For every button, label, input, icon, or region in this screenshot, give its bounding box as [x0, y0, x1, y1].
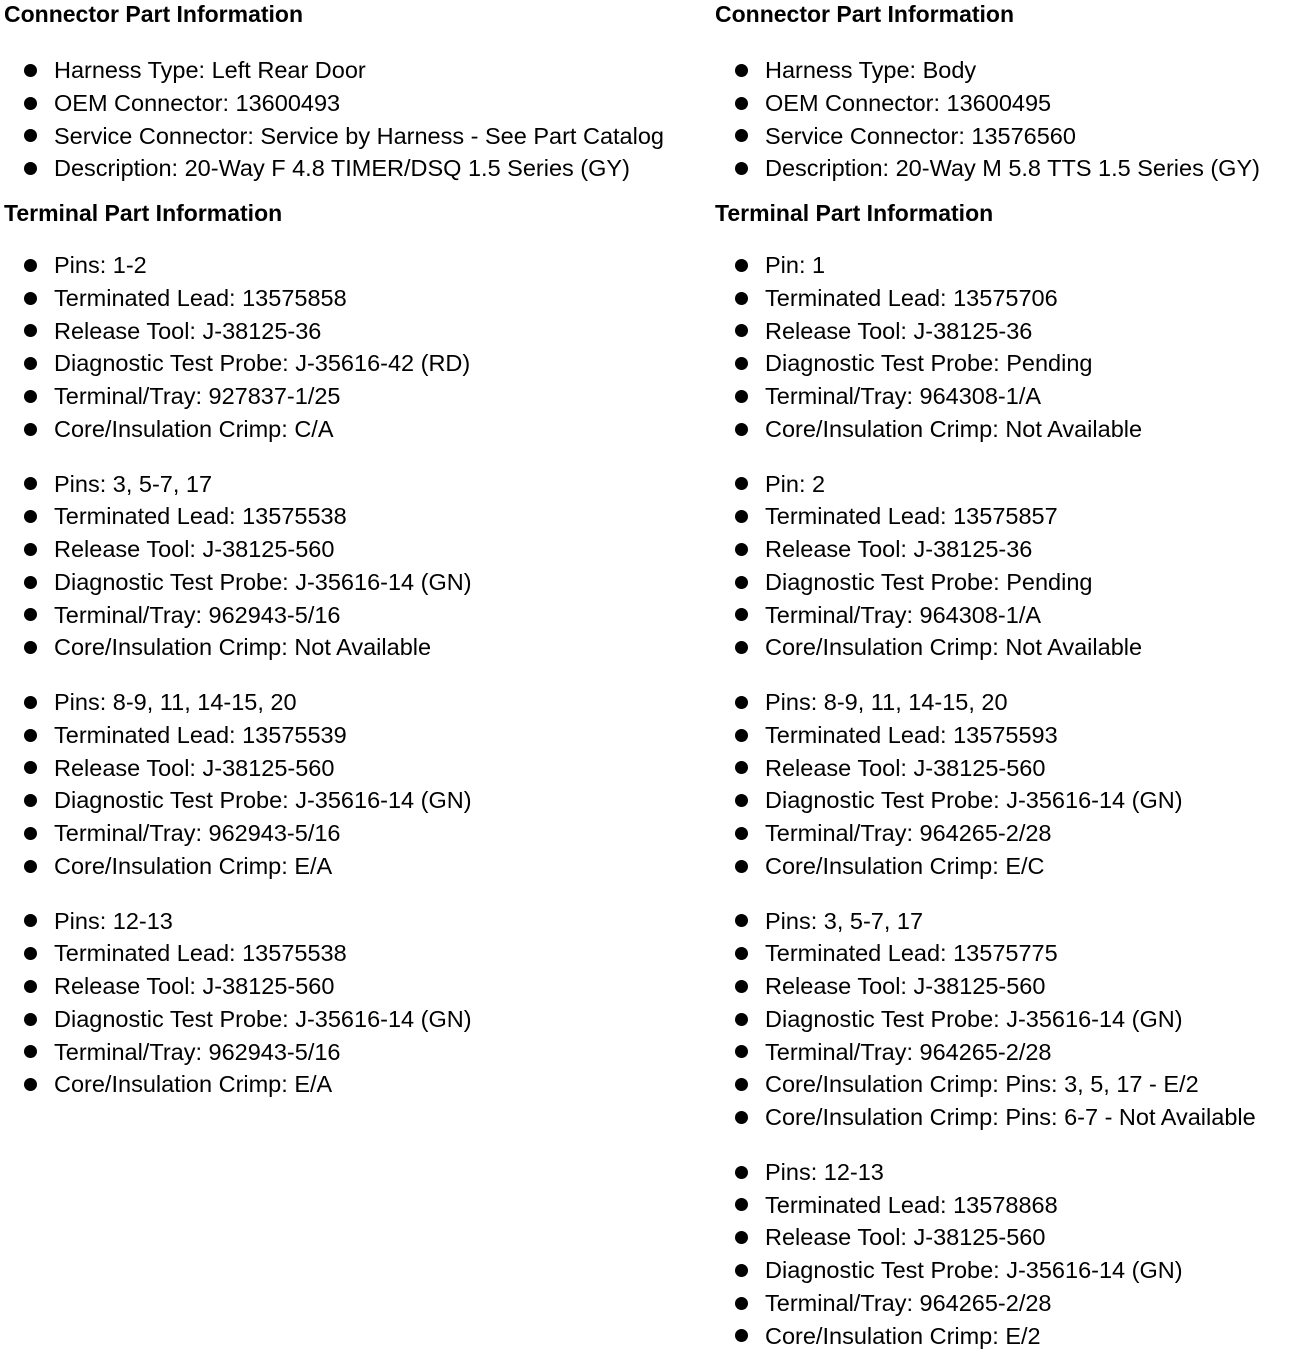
connector-part-list: [4, 54, 709, 185]
list-item: Core/Insulation Crimp: E/A: [4, 1068, 709, 1101]
list-item: Pins: 3, 5-7, 17: [4, 468, 709, 501]
terminal-group: [715, 905, 1310, 1134]
terminal-group: [4, 249, 709, 446]
bullet-icon: [24, 477, 37, 490]
bullet-icon: [735, 97, 748, 110]
bullet-icon: [735, 292, 748, 305]
bullet-icon: [24, 162, 37, 175]
list-item: Terminated Lead: 13575538: [4, 937, 709, 970]
bullet-icon: [24, 357, 37, 370]
list-item: Core/Insulation Crimp: Not Available: [4, 631, 709, 664]
list-item: Pin: 1: [715, 249, 1310, 282]
list-item: Release Tool: J-38125-36: [715, 315, 1310, 348]
list-item: Core/Insulation Crimp: E/2: [715, 1320, 1310, 1353]
list-item: Service Connector: Service by Harness - See Part Catalog: [4, 120, 709, 153]
bullet-icon: [735, 510, 748, 523]
bullet-icon: [24, 696, 37, 709]
bullet-icon: [24, 423, 37, 436]
list-item: Description: 20-Way M 5.8 TTS 1.5 Series (GY): [715, 152, 1310, 185]
bullet-icon: [735, 980, 748, 993]
list-item: Terminated Lead: 13575775: [715, 937, 1310, 970]
list-item: Terminated Lead: 13575706: [715, 282, 1310, 315]
list-item: Harness Type: Body: [715, 54, 1310, 87]
list-item: Diagnostic Test Probe: Pending: [715, 347, 1310, 380]
list-item: OEM Connector: 13600493: [4, 87, 709, 120]
list-item: Pin: 2: [715, 468, 1310, 501]
bullet-icon: [735, 696, 748, 709]
bullet-icon: [24, 97, 37, 110]
list-item: Core/Insulation Crimp: C/A: [4, 413, 709, 446]
list-item: Description: 20-Way F 4.8 TIMER/DSQ 1.5 Series (GY): [4, 152, 709, 185]
list-item: Pins: 12-13: [4, 905, 709, 938]
list-item: OEM Connector: 13600495: [715, 87, 1310, 120]
bullet-icon: [735, 1264, 748, 1277]
bullet-icon: [24, 543, 37, 556]
connector-part-list: [715, 54, 1310, 185]
bullet-icon: [24, 827, 37, 840]
list-item: Terminated Lead: 13575857: [715, 500, 1310, 533]
list-item: Terminated Lead: 13575858: [4, 282, 709, 315]
list-item: Diagnostic Test Probe: Pending: [715, 566, 1310, 599]
bullet-icon: [24, 794, 37, 807]
bullet-icon: [735, 641, 748, 654]
list-item: Service Connector: 13576560: [715, 120, 1310, 153]
bullet-icon: [735, 423, 748, 436]
list-item: Terminal/Tray: 964308-1/A: [715, 380, 1310, 413]
list-item: Diagnostic Test Probe: J-35616-14 (GN): [715, 1003, 1310, 1036]
bullet-icon: [735, 324, 748, 337]
list-item: Terminated Lead: 13575593: [715, 719, 1310, 752]
bullet-icon: [24, 729, 37, 742]
list-item: Core/Insulation Crimp: Not Available: [715, 631, 1310, 664]
terminal-group: [4, 468, 709, 665]
list-item: Terminated Lead: 13575538: [4, 500, 709, 533]
bullet-icon: [24, 576, 37, 589]
bullet-icon: [735, 914, 748, 927]
bullet-icon: [735, 477, 748, 490]
bullet-icon: [24, 259, 37, 272]
list-item: Release Tool: J-38125-560: [4, 533, 709, 566]
bullet-icon: [735, 259, 748, 272]
terminal-part-heading: Terminal Part Information: [4, 200, 283, 226]
bullet-icon: [735, 608, 748, 621]
bullet-icon: [735, 1078, 748, 1091]
list-item: Terminal/Tray: 964265-2/28: [715, 1036, 1310, 1069]
list-item: Diagnostic Test Probe: J-35616-14 (GN): [715, 784, 1310, 817]
list-item: Release Tool: J-38125-560: [715, 970, 1310, 1003]
list-item: Diagnostic Test Probe: J-35616-14 (GN): [4, 784, 709, 817]
bullet-icon: [735, 64, 748, 77]
bullet-icon: [24, 947, 37, 960]
terminal-group: [715, 249, 1310, 446]
bullet-icon: [735, 729, 748, 742]
list-item: Pins: 3, 5-7, 17: [715, 905, 1310, 938]
bullet-icon: [24, 324, 37, 337]
bullet-icon: [735, 543, 748, 556]
bullet-icon: [24, 860, 37, 873]
list-item: Release Tool: J-38125-560: [4, 752, 709, 785]
connector-part-heading: Connector Part Information: [715, 1, 1015, 27]
terminal-group: [4, 905, 709, 1102]
bullet-icon: [24, 510, 37, 523]
terminal-group: [715, 1156, 1310, 1353]
bullet-icon: [735, 1111, 748, 1124]
bullet-icon: [24, 608, 37, 621]
list-item: Diagnostic Test Probe: J-35616-14 (GN): [4, 566, 709, 599]
bullet-icon: [24, 914, 37, 927]
terminal-part-heading: Terminal Part Information: [715, 200, 994, 226]
connector-part-heading: Connector Part Information: [4, 1, 304, 27]
list-item: Terminal/Tray: 964308-1/A: [715, 599, 1310, 632]
bullet-icon: [24, 641, 37, 654]
list-item: Terminated Lead: 13578868: [715, 1189, 1310, 1222]
list-item: Diagnostic Test Probe: J-35616-14 (GN): [4, 1003, 709, 1036]
bullet-icon: [735, 1329, 748, 1342]
bullet-icon: [735, 390, 748, 403]
list-item: Core/Insulation Crimp: Pins: 6-7 - Not Available: [715, 1101, 1310, 1134]
list-item: Terminal/Tray: 962943-5/16: [4, 599, 709, 632]
bullet-icon: [735, 827, 748, 840]
bullet-icon: [24, 1013, 37, 1026]
bullet-icon: [735, 1166, 748, 1179]
list-item: Pins: 12-13: [715, 1156, 1310, 1189]
list-item: Diagnostic Test Probe: J-35616-14 (GN): [715, 1254, 1310, 1287]
list-item: Core/Insulation Crimp: Pins: 3, 5, 17 - E/2: [715, 1068, 1310, 1101]
list-item: Harness Type: Left Rear Door: [4, 54, 709, 87]
bullet-icon: [735, 1013, 748, 1026]
bullet-icon: [24, 1045, 37, 1058]
list-item: Release Tool: J-38125-560: [4, 970, 709, 1003]
terminal-group: [715, 686, 1310, 883]
bullet-icon: [24, 129, 37, 142]
list-item: Release Tool: J-38125-560: [715, 752, 1310, 785]
bullet-icon: [24, 390, 37, 403]
list-item: Release Tool: J-38125-560: [715, 1221, 1310, 1254]
list-item: Diagnostic Test Probe: J-35616-42 (RD): [4, 347, 709, 380]
bullet-icon: [735, 860, 748, 873]
list-item: Terminated Lead: 13575539: [4, 719, 709, 752]
bullet-icon: [24, 761, 37, 774]
list-item: Terminal/Tray: 962943-5/16: [4, 1036, 709, 1069]
list-item: Core/Insulation Crimp: E/C: [715, 850, 1310, 883]
bullet-icon: [735, 357, 748, 370]
bullet-icon: [735, 576, 748, 589]
list-item: Pins: 8-9, 11, 14-15, 20: [4, 686, 709, 719]
bullet-icon: [24, 1078, 37, 1091]
list-item: Core/Insulation Crimp: Not Available: [715, 413, 1310, 446]
bullet-icon: [735, 947, 748, 960]
list-item: Terminal/Tray: 964265-2/28: [715, 1287, 1310, 1320]
bullet-icon: [24, 980, 37, 993]
bullet-icon: [735, 1198, 748, 1211]
bullet-icon: [735, 1297, 748, 1310]
list-item: Core/Insulation Crimp: E/A: [4, 850, 709, 883]
list-item: Terminal/Tray: 927837-1/25: [4, 380, 709, 413]
bullet-icon: [735, 794, 748, 807]
list-item: Pins: 8-9, 11, 14-15, 20: [715, 686, 1310, 719]
list-item: Release Tool: J-38125-36: [4, 315, 709, 348]
list-item: Pins: 1-2: [4, 249, 709, 282]
terminal-group: [715, 468, 1310, 665]
terminal-group: [4, 686, 709, 883]
list-item: Terminal/Tray: 964265-2/28: [715, 817, 1310, 850]
list-item: Terminal/Tray: 962943-5/16: [4, 817, 709, 850]
right-connector-column: [715, 0, 1310, 1352]
bullet-icon: [735, 162, 748, 175]
list-item: Release Tool: J-38125-36: [715, 533, 1310, 566]
bullet-icon: [24, 292, 37, 305]
bullet-icon: [735, 1231, 748, 1244]
left-connector-column: [4, 0, 709, 1101]
bullet-icon: [735, 1045, 748, 1058]
bullet-icon: [24, 64, 37, 77]
bullet-icon: [735, 129, 748, 142]
bullet-icon: [735, 761, 748, 774]
